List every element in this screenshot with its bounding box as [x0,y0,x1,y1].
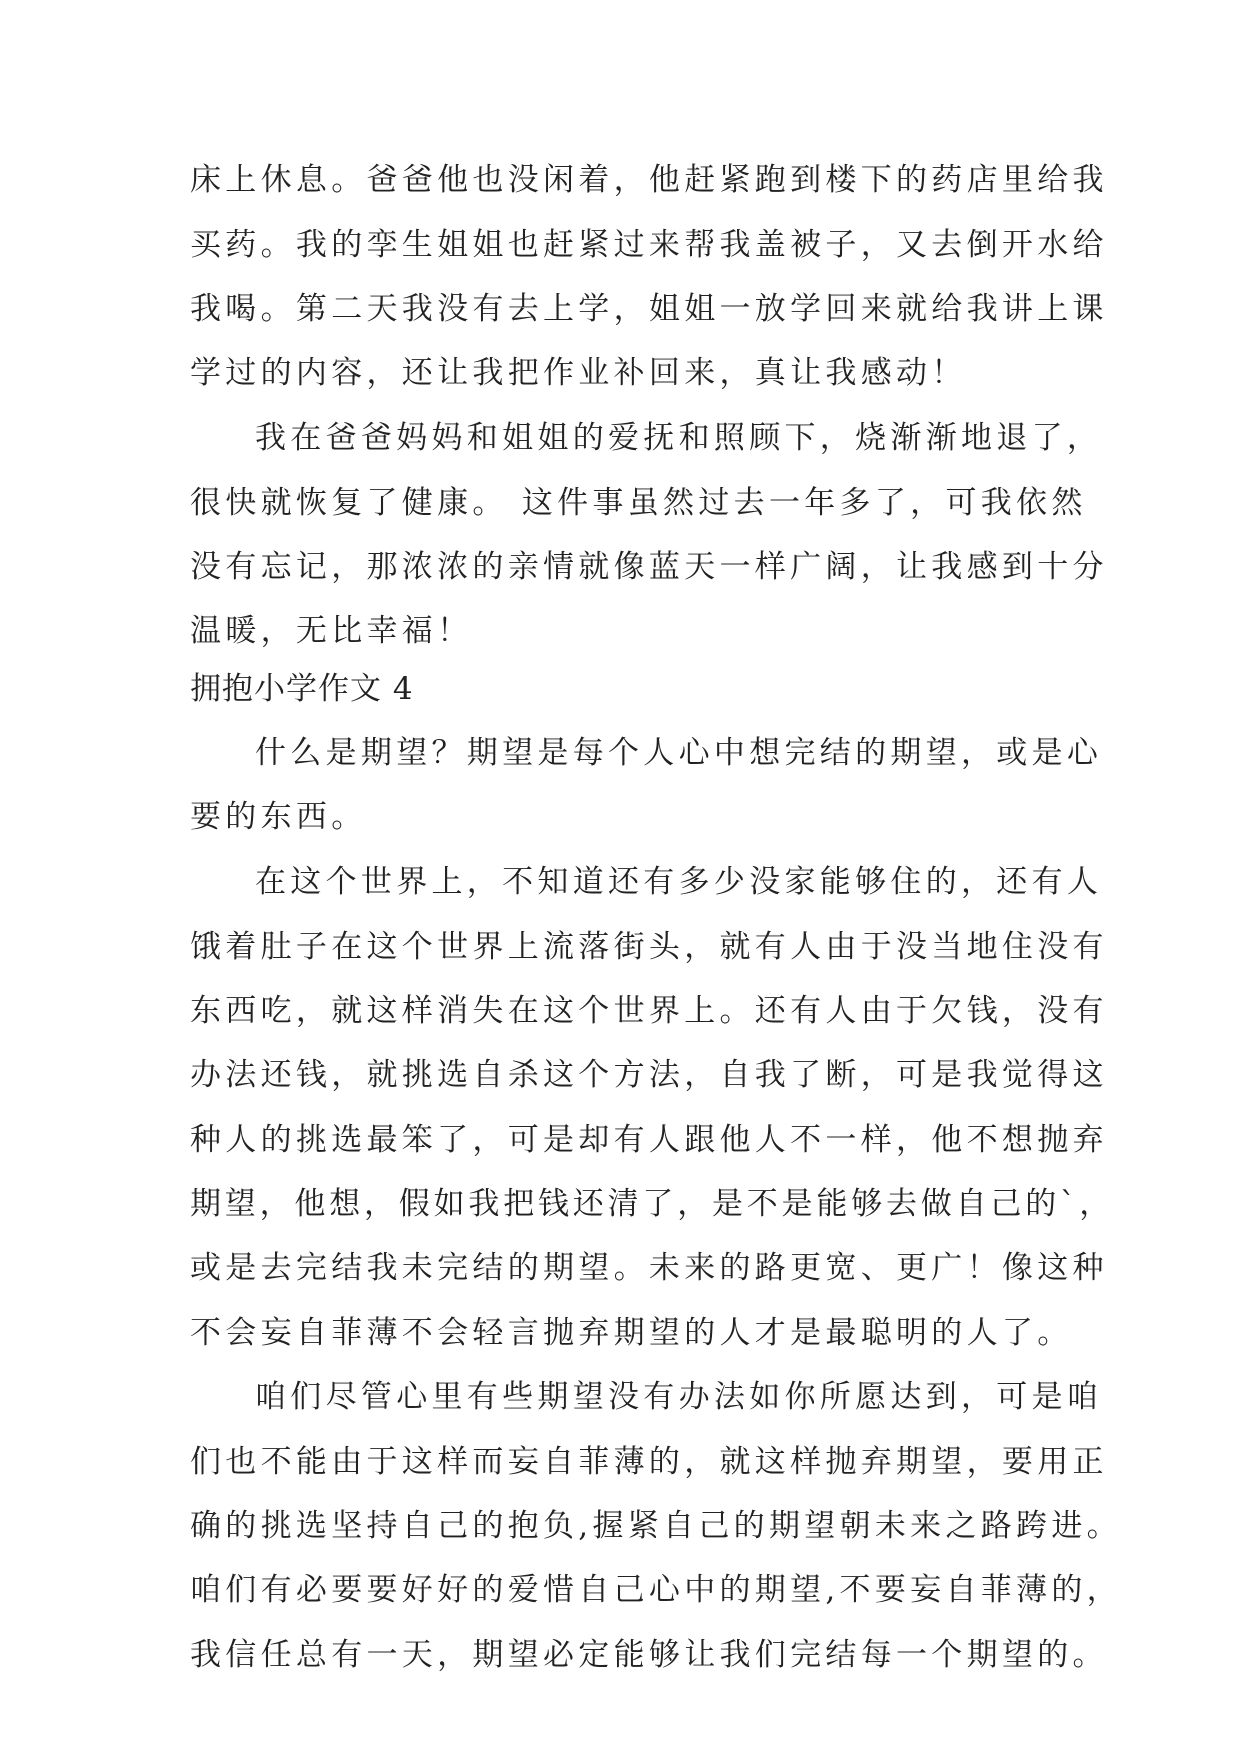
paragraph-line: 期望，他想，假如我把钱还清了，是不是能够去做自己的`， [190,1186,1115,1222]
paragraph-line: 要的东西。 [190,799,367,835]
paragraph-line: 我在爸爸妈妈和姐姐的爱抚和照顾下，烧渐渐地退了， [255,420,1103,456]
paragraph-line: 办法还钱，就挑选自杀这个方法，自我了断，可是我觉得这 [190,1057,1108,1093]
paragraph-line: 温暖，无比幸福！ [190,613,473,649]
paragraph-line: 咱们尽管心里有些期望没有办法如你所愿达到，可是咱 [255,1379,1103,1415]
paragraph-line: 什么是期望？期望是每个人心中想完结的期望，或是心 [255,735,1103,771]
paragraph-line: 种人的挑选最笨了，可是却有人跟他人不一样，他不想抛弃 [190,1122,1108,1158]
paragraph-line: 在这个世界上，不知道还有多少没家能够住的，还有人 [255,864,1103,900]
paragraph-line: 们也不能由于这样而妄自菲薄的，就这样抛弃期望，要用正 [190,1444,1108,1480]
paragraph-line: 东西吃，就这样消失在这个世界上。还有人由于欠钱，没有 [190,993,1108,1029]
section-heading: 拥抱小学作文 4 [190,671,414,707]
paragraph-line: 不会妄自菲薄不会轻言抛弃期望的人才是最聪明的人了。 [190,1315,1073,1351]
paragraph-line: 没有忘记，那浓浓的亲情就像蓝天一样广阔，让我感到十分 [190,549,1108,585]
paragraph-line: 或是去完结我未完结的期望。未来的路更宽、更广！像这种 [190,1250,1108,1286]
paragraph-line: 我喝。第二天我没有去上学，姐姐一放学回来就给我讲上课 [190,291,1108,327]
paragraph-line: 我信任总有一天，期望必定能够让我们完结每一个期望的。 [190,1637,1108,1673]
paragraph-line: 床上休息。爸爸他也没闲着，他赶紧跑到楼下的药店里给我 [190,162,1108,198]
paragraph-line: 咱们有必要要好好的爱惜自己心中的期望,不要妄自菲薄的， [190,1572,1122,1608]
paragraph-line: 饿着肚子在这个世界上流落街头，就有人由于没当地住没有 [190,929,1108,965]
paragraph-line: 买药。我的孪生姐姐也赶紧过来帮我盖被子，又去倒开水给 [190,227,1108,263]
paragraph-line: 学过的内容，还让我把作业补回来，真让我感动！ [190,355,967,391]
paragraph-line: 确的挑选坚持自己的抱负,握紧自己的期望朝未来之路跨进。 [190,1508,1122,1544]
paragraph-line: 很快就恢复了健康。 这件事虽然过去一年多了，可我依然 [190,485,1087,521]
